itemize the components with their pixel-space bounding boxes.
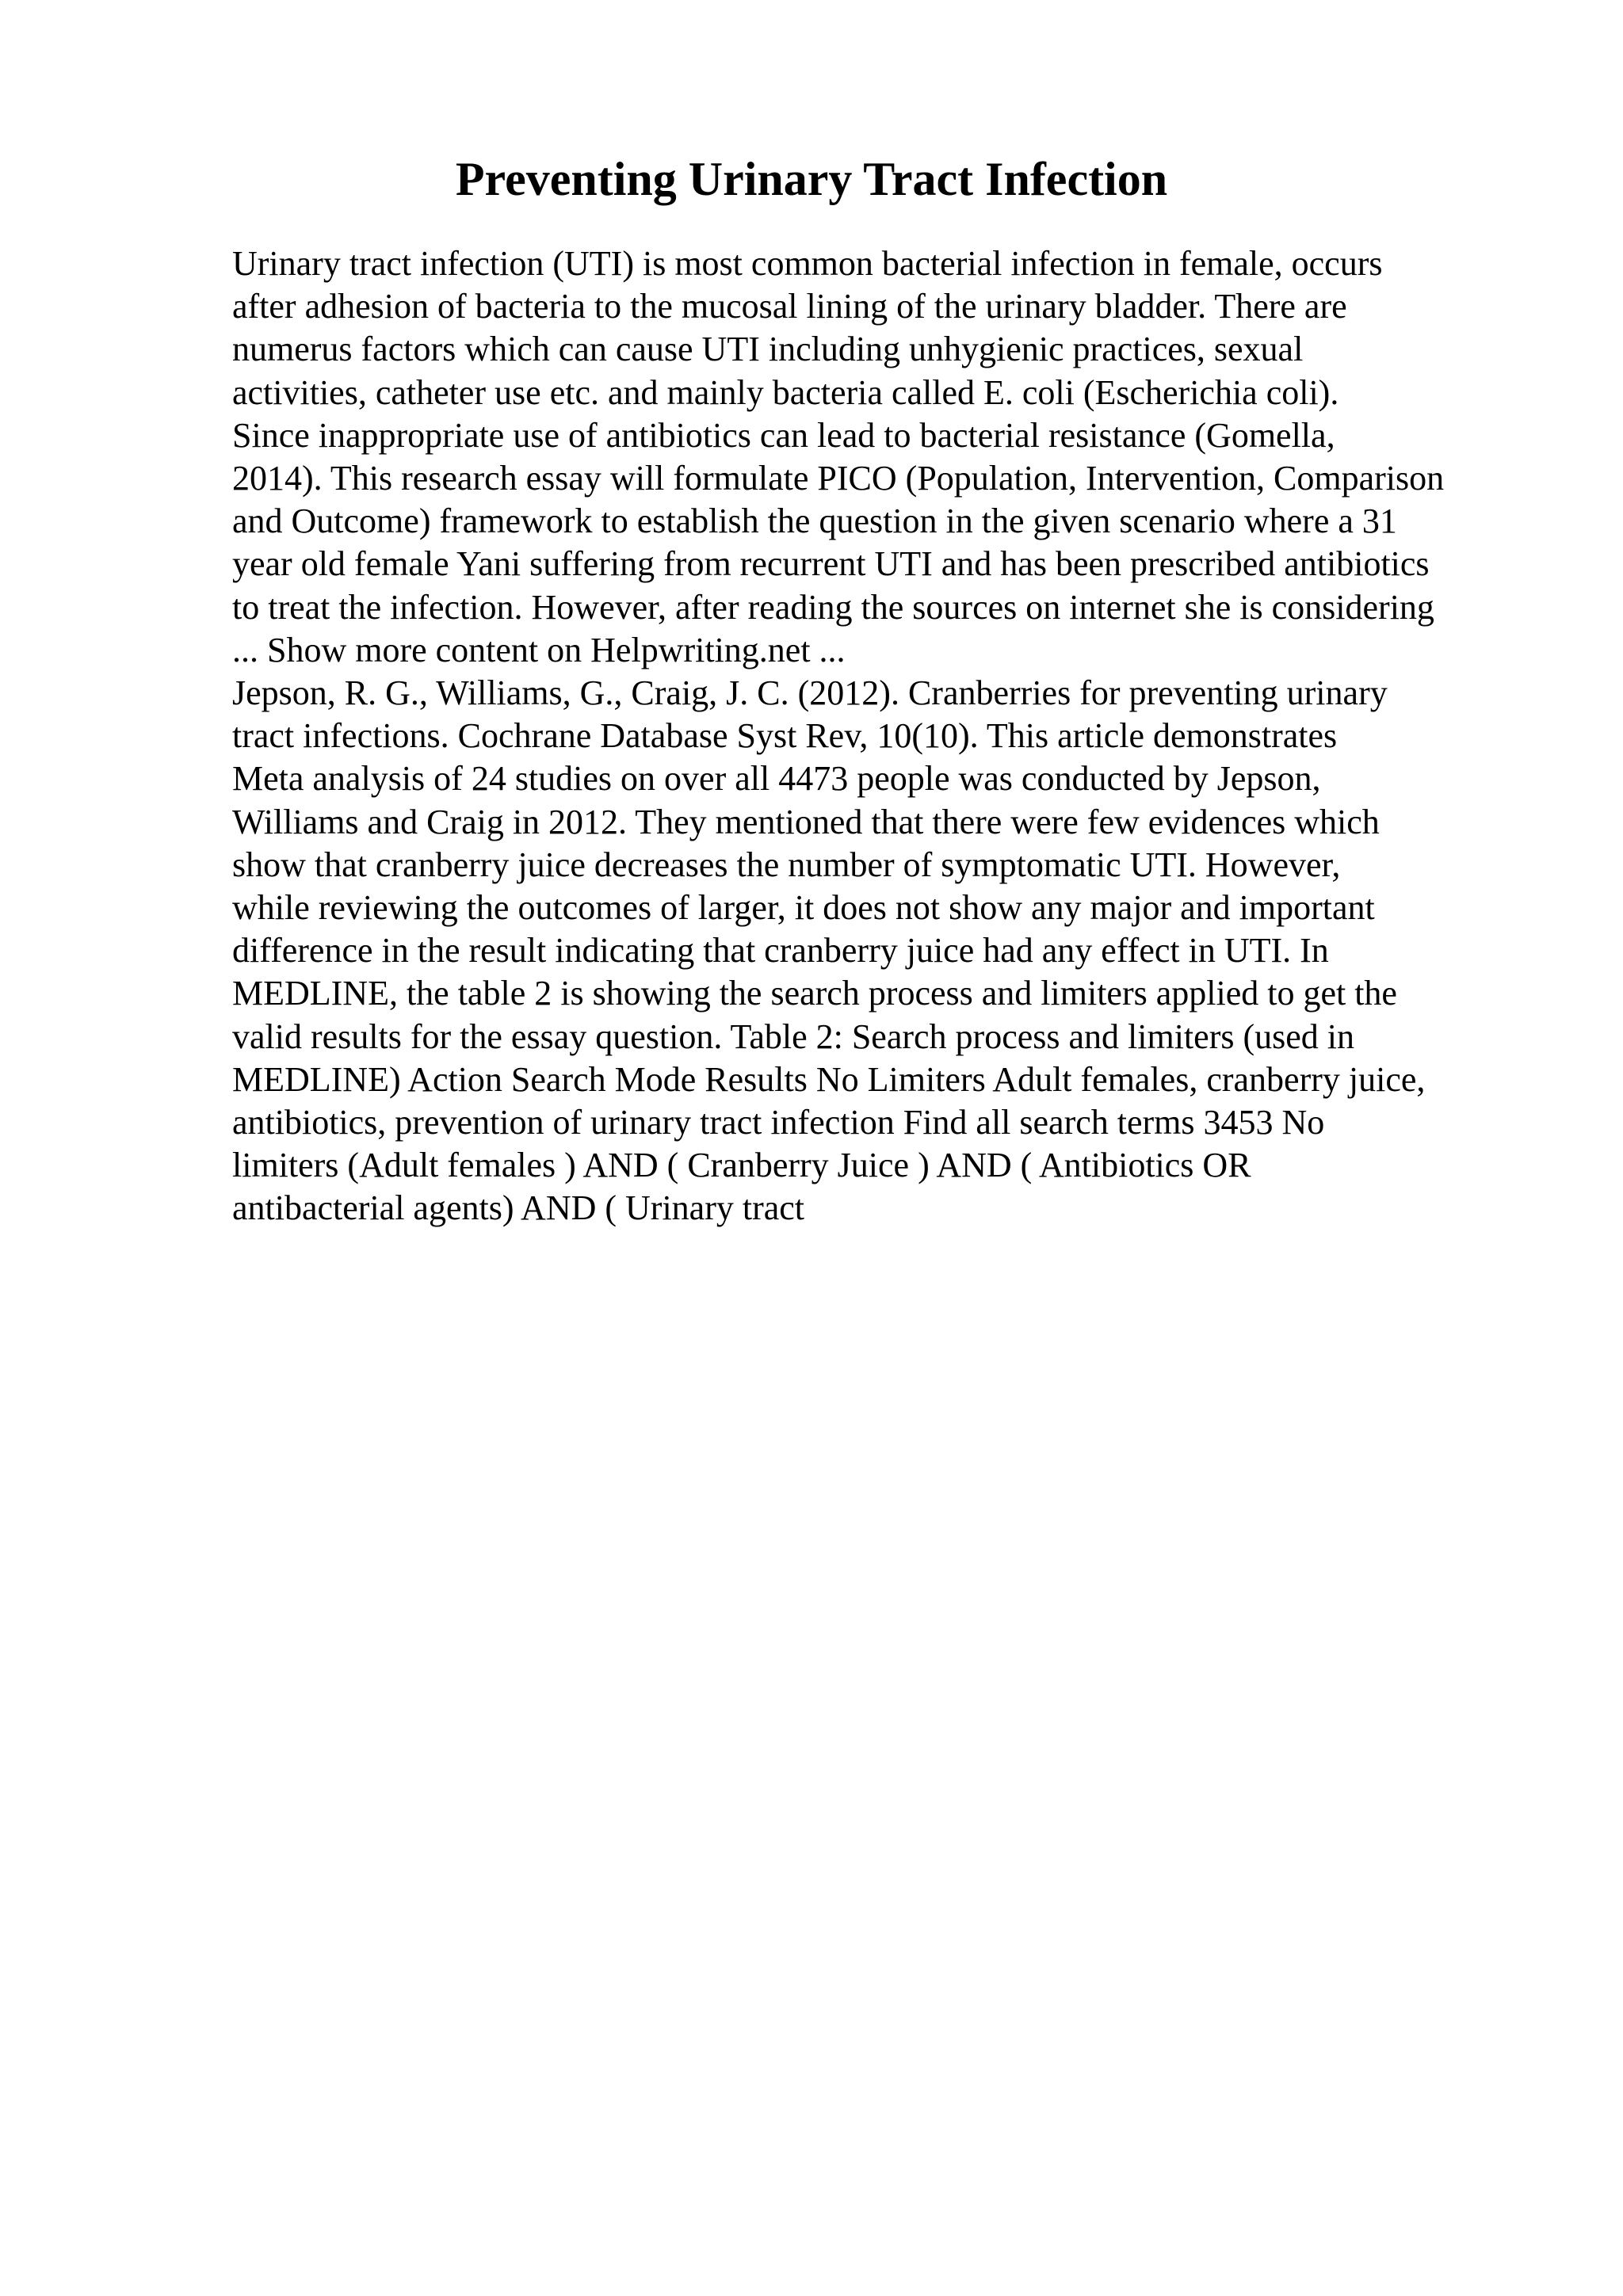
body-line: tract infections. Cochrane Database Syst Rev, 10(10). This article demonstrates — [232, 716, 1338, 756]
body-line: limiters (Adult females ) AND ( Cranberry Juice ) AND ( Antibiotics OR — [232, 1146, 1251, 1185]
body-line: MEDLINE, the table 2 is showing the search process and limiters applied to get the — [232, 974, 1397, 1013]
body-line: MEDLINE) Action Search Mode Results No Limiters Adult females, cranberry juice, — [232, 1059, 1426, 1099]
body-line: valid results for the essay question. Table 2: Search process and limiters (used in — [232, 1016, 1354, 1056]
body-line: show that cranberry juice decreases the number of symptomatic UTI. However, — [232, 845, 1341, 884]
body-line: Urinary tract infection (UTI) is most common bacterial infection in female, occurs — [232, 244, 1383, 283]
body-line: after adhesion of bacteria to the mucosal lining of the urinary bladder. There are — [232, 287, 1347, 326]
body-line: to treat the infection. However, after reading the sources on internet she is considering — [232, 587, 1434, 627]
body-line: year old female Yani suffering from recurrent UTI and has been prescribed antibiotics — [232, 544, 1430, 584]
body-line: and Outcome) framework to establish the question in the given scenario where a 31 — [232, 502, 1397, 541]
body-line: difference in the result indicating that cranberry juice had any effect in UTI. In — [232, 931, 1329, 971]
body-line: Meta analysis of 24 studies on over all 4473 people was conducted by Jepson, — [232, 759, 1321, 799]
body-line: Since inappropriate use of antibiotics can lead to bacterial resistance (Gomella, — [232, 415, 1335, 455]
body-line: 2014). This research essay will formulate PICO (Population, Intervention, Comparison — [232, 459, 1445, 498]
body-line: antibiotics, prevention of urinary tract infection Find all search terms 3453 No — [232, 1103, 1325, 1142]
body-line: while reviewing the outcomes of larger, it does not show any major and important — [232, 888, 1375, 928]
body-line: activities, catheter use etc. and mainly bacteria called E. coli (Escherichia coli). — [232, 372, 1339, 412]
body-line: Jepson, R. G., Williams, G., Craig, J. C. (2012). Cranberries for preventing urinary — [232, 673, 1388, 713]
body-line: numerus factors which can cause UTI including unhygienic practices, sexual — [232, 330, 1304, 369]
document-body — [232, 242, 1532, 1230]
body-line: antibacterial agents) AND ( Urinary tract — [232, 1188, 805, 1228]
body-line: Williams and Craig in 2012. They mentioned that there were few evidences which — [232, 802, 1380, 841]
show-more-link[interactable]: ... Show more content on Helpwriting.net ... — [232, 630, 846, 669]
document-title: Preventing Urinary Tract Infection — [455, 153, 1168, 205]
